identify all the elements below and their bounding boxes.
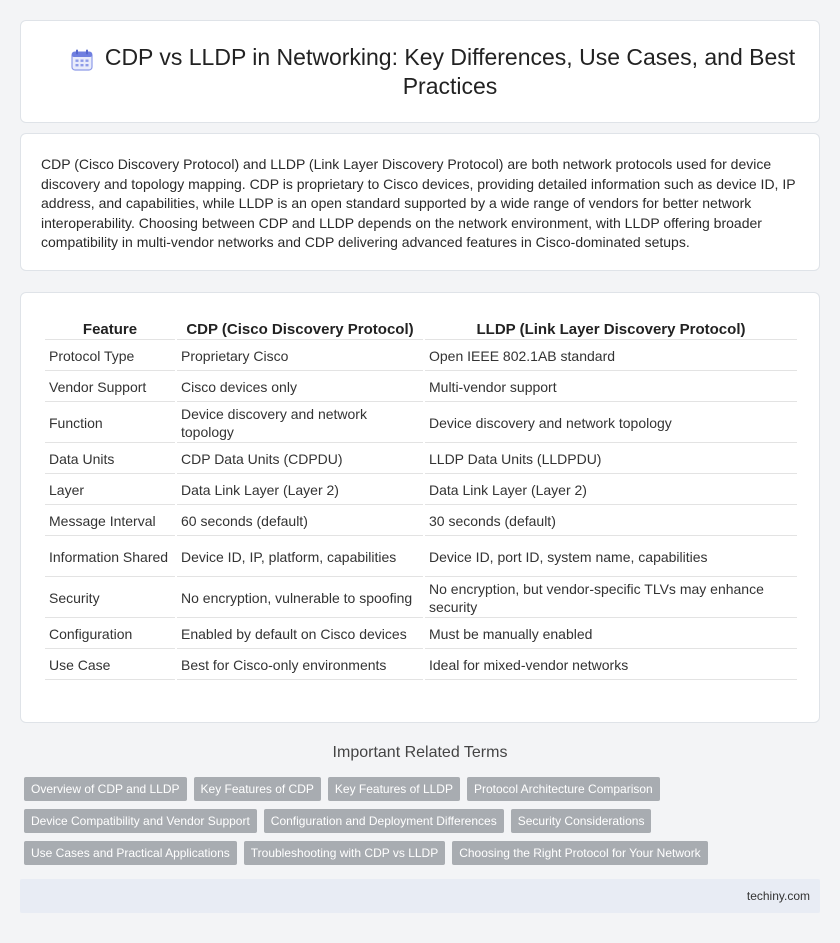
page-title: CDP vs LLDP in Networking: Key Differences, Use Cases, and Best Practices [104,44,796,99]
table-row [45,404,797,443]
calendar-icon [71,49,93,71]
comparison-card [20,292,820,723]
header-lldp: LLDP (Link Layer Discovery Protocol) [425,317,797,340]
table-row [45,373,797,402]
feature-cell: Function [45,404,175,443]
header-cdp: CDP (Cisco Discovery Protocol) [177,317,423,340]
table-row [45,476,797,505]
lldp-cell: Multi-vendor support [425,373,797,402]
tag-security[interactable]: Security Considerations [511,809,652,833]
cdp-cell: Proprietary Cisco [177,342,423,371]
tag-cdp-features[interactable]: Key Features of CDP [194,777,321,801]
lldp-cell: Device ID, port ID, system name, capabilities [425,538,797,577]
tag-lldp-features[interactable]: Key Features of LLDP [328,777,460,801]
footer-brand-link[interactable]: techiny.com [746,889,810,903]
cdp-cell: Data Link Layer (Layer 2) [177,476,423,505]
title-card [20,20,820,123]
intro-paragraph: CDP (Cisco Discovery Protocol) and LLDP (Link Layer Discovery Protocol) are both network protocols used for device discovery and topology mapping. CDP is proprietary to Cisco devices, providing detailed information such as device ID, IP address, and capabilities, while LLDP is an open standard supported by a wide range of vendors for better network interoperability. Choosing between CDP and LLDP depends on the network environment, with LLDP offering broader compatibility in multi-vendor networks and CDP delivering advanced features in Cisco-dominated setups. [41,156,796,250]
intro-card [20,133,820,271]
tag-row [24,841,824,865]
header-feature: Feature [45,317,175,340]
feature-cell: Information Shared [45,538,175,577]
tag-configuration[interactable]: Configuration and Deployment Differences [264,809,504,833]
table-row [45,507,797,536]
feature-cell: Use Case [45,651,175,680]
lldp-cell: LLDP Data Units (LLDPDU) [425,445,797,474]
tag-use-cases[interactable]: Use Cases and Practical Applications [24,841,237,865]
feature-cell: Protocol Type [45,342,175,371]
cdp-cell: 60 seconds (default) [177,507,423,536]
table-row [45,651,797,680]
feature-cell: Vendor Support [45,373,175,402]
tag-compatibility[interactable]: Device Compatibility and Vendor Support [24,809,257,833]
feature-cell: Security [45,579,175,618]
lldp-cell: No encryption, but vendor-specific TLVs may enhance security [425,579,797,618]
table-row [45,342,797,371]
tag-architecture[interactable]: Protocol Architecture Comparison [467,777,660,801]
lldp-cell: Must be manually enabled [425,620,797,649]
footer [20,879,820,913]
table-row [45,620,797,649]
tag-overview[interactable]: Overview of CDP and LLDP [24,777,187,801]
feature-cell: Layer [45,476,175,505]
cdp-cell: Enabled by default on Cisco devices [177,620,423,649]
tag-row [24,809,824,833]
tag-choosing-protocol[interactable]: Choosing the Right Protocol for Your Network [452,841,707,865]
tag-troubleshooting[interactable]: Troubleshooting with CDP vs LLDP [244,841,445,865]
cdp-cell: Device ID, IP, platform, capabilities [177,538,423,577]
feature-cell: Message Interval [45,507,175,536]
feature-cell: Data Units [45,445,175,474]
table-row [45,538,797,577]
table-header-row [45,317,797,340]
lldp-cell: Device discovery and network topology [425,404,797,443]
lldp-cell: Ideal for mixed-vendor networks [425,651,797,680]
lldp-cell: Open IEEE 802.1AB standard [425,342,797,371]
lldp-cell: Data Link Layer (Layer 2) [425,476,797,505]
related-terms-heading: Important Related Terms [332,744,508,761]
cdp-cell: CDP Data Units (CDPDU) [177,445,423,474]
cdp-cell: No encryption, vulnerable to spoofing [177,579,423,618]
related-terms-tags [24,777,824,873]
cdp-cell: Device discovery and network topology [177,404,423,443]
table-row [45,445,797,474]
table-row [45,579,797,618]
cdp-cell: Best for Cisco-only environments [177,651,423,680]
tag-row [24,777,824,801]
lldp-cell: 30 seconds (default) [425,507,797,536]
cdp-cell: Cisco devices only [177,373,423,402]
feature-cell: Configuration [45,620,175,649]
comparison-table [43,315,799,682]
